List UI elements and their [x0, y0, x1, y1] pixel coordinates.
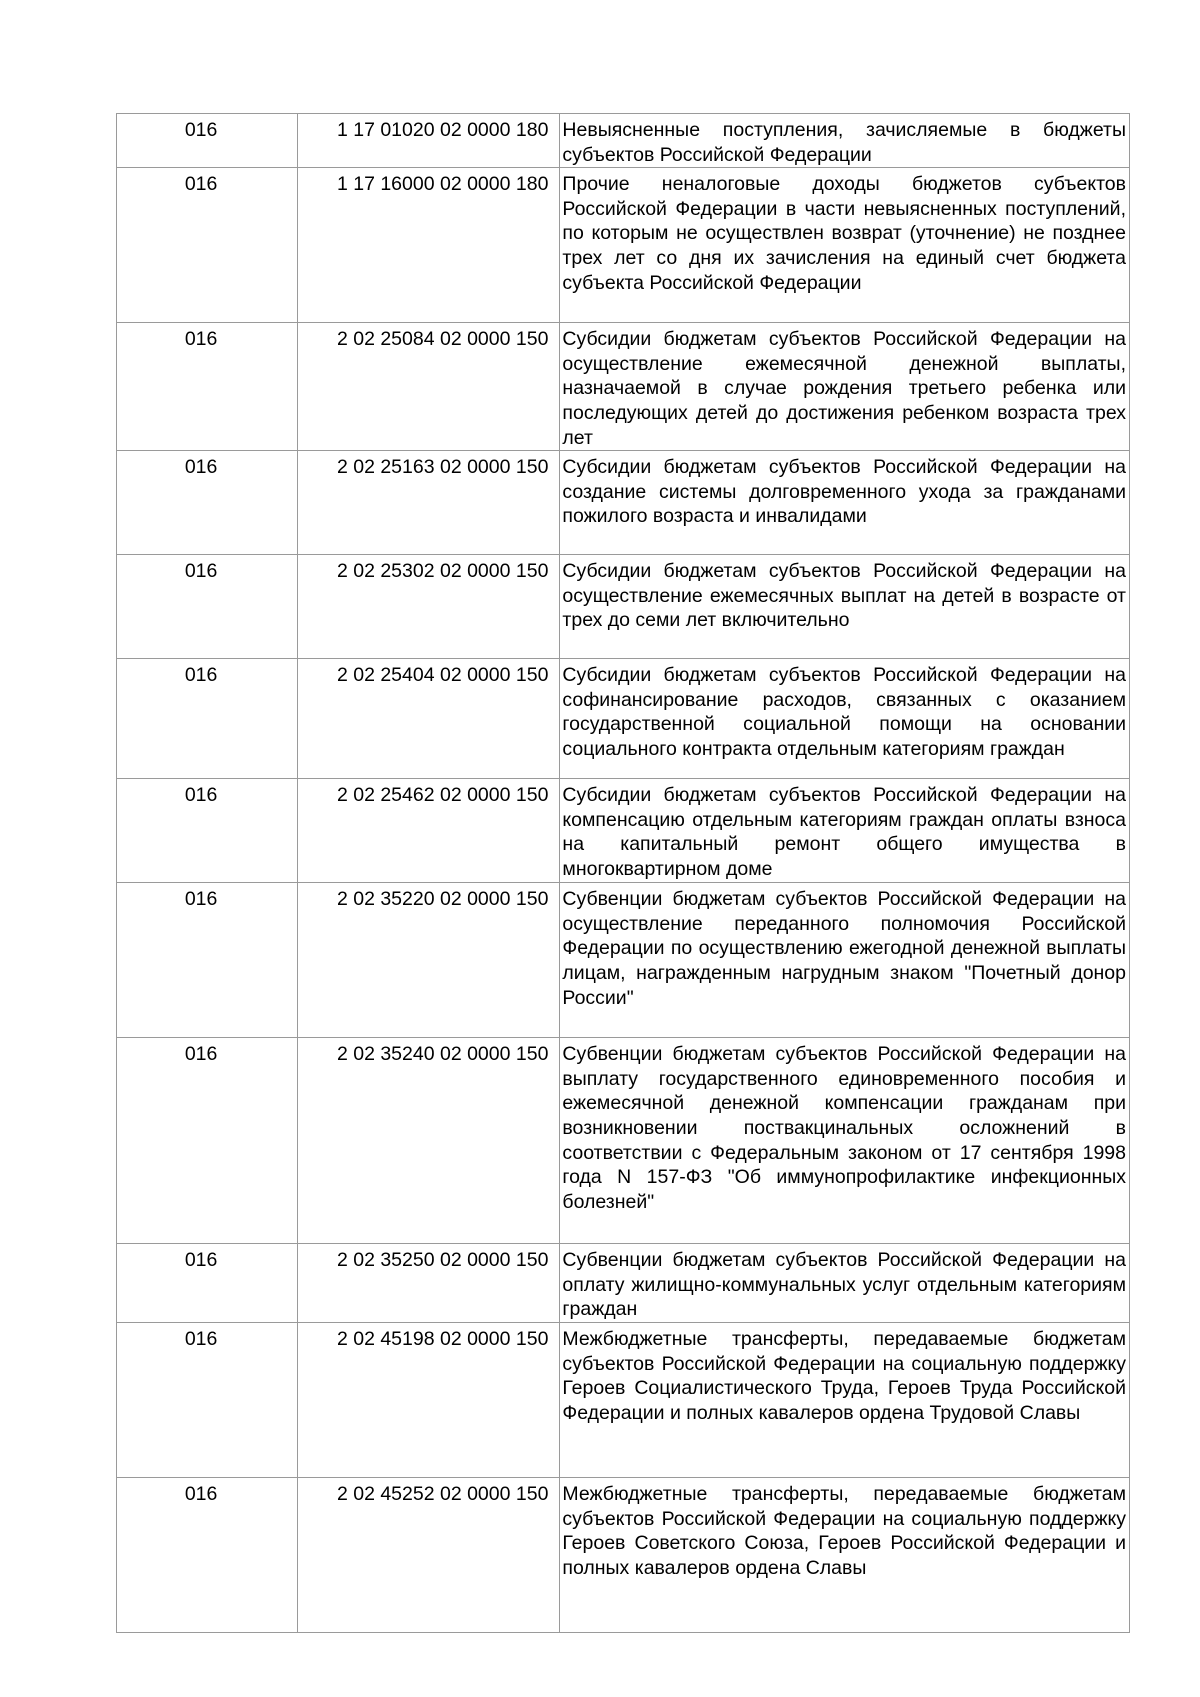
budget-classification-code-cell: 2 02 25462 02 0000 150 [298, 779, 560, 883]
revenue-name-cell: Субсидии бюджетам субъектов Российской Федерации на компенсацию отдельным категориям граждан оплаты взноса на капитальный ремонт общего имущества в многоквартирном доме [560, 779, 1130, 883]
budget-classification-code-cell: 2 02 25404 02 0000 150 [298, 659, 560, 779]
budget-codes-table [116, 113, 1130, 1633]
table-row [117, 1038, 1130, 1244]
revenue-name-cell: Субсидии бюджетам субъектов Российской Федерации на осуществление ежемесячной денежной выплаты, назначаемой в случае рождения третьего ребенка или последующих детей до достижения ребенком возраста трех лет [560, 323, 1130, 451]
revenue-name-cell: Прочие неналоговые доходы бюджетов субъектов Российской Федерации в части невыясненных поступлений, по которым не осуществлен возврат (уточнение) не позднее трех лет со дня их зачисления на единый счет бюджета субъекта Российской Федерации [560, 168, 1130, 323]
revenue-name-cell: Субвенции бюджетам субъектов Российской Федерации на осуществление переданного полномочия Российской Федерации по осуществлению ежегодной денежной выплаты лицам, награжденным нагрудным знаком "Почетный донор России" [560, 883, 1130, 1038]
admin-code-cell: 016 [117, 1038, 298, 1244]
budget-classification-code-cell: 2 02 45198 02 0000 150 [298, 1322, 560, 1477]
admin-code-cell: 016 [117, 659, 298, 779]
admin-code-cell: 016 [117, 555, 298, 659]
revenue-name-cell: Межбюджетные трансферты, передаваемые бюджетам субъектов Российской Федерации на социальную поддержку Героев Социалистического Труда, Героев Труда Российской Федерации и полных кавалеров ордена Трудовой Славы [560, 1322, 1130, 1477]
table-row [117, 114, 1130, 168]
table-row [117, 1322, 1130, 1477]
admin-code-cell: 016 [117, 168, 298, 323]
revenue-name-cell: Субвенции бюджетам субъектов Российской Федерации на оплату жилищно-коммунальных услуг отдельным категориям граждан [560, 1244, 1130, 1323]
budget-classification-code-cell: 2 02 25302 02 0000 150 [298, 555, 560, 659]
table-row [117, 451, 1130, 555]
table-row [117, 1477, 1130, 1632]
budget-classification-code-cell: 1 17 16000 02 0000 180 [298, 168, 560, 323]
table-row [117, 779, 1130, 883]
admin-code-cell: 016 [117, 114, 298, 168]
table-row [117, 883, 1130, 1038]
revenue-name-cell: Субсидии бюджетам субъектов Российской Федерации на создание системы долговременного ухода за гражданами пожилого возраста и инвалидами [560, 451, 1130, 555]
admin-code-cell: 016 [117, 1322, 298, 1477]
revenue-name-cell: Субсидии бюджетам субъектов Российской Федерации на осуществление ежемесячных выплат на детей в возрасте от трех до семи лет включительно [560, 555, 1130, 659]
revenue-name-cell: Субвенции бюджетам субъектов Российской Федерации на выплату государственного единовременного пособия и ежемесячной денежной компенсации гражданам при возникновении поствакцинальных осложнений в соответствии с Федеральным законом от 17 сентября 1998 года N 157-ФЗ "Об иммунопрофилактике инфекционных болезней" [560, 1038, 1130, 1244]
table-row [117, 555, 1130, 659]
table-row [117, 1244, 1130, 1323]
table-row [117, 323, 1130, 451]
revenue-name-cell: Межбюджетные трансферты, передаваемые бюджетам субъектов Российской Федерации на социальную поддержку Героев Советского Союза, Героев Российской Федерации и полных кавалеров ордена Славы [560, 1477, 1130, 1632]
admin-code-cell: 016 [117, 1477, 298, 1632]
budget-classification-code-cell: 2 02 25084 02 0000 150 [298, 323, 560, 451]
admin-code-cell: 016 [117, 1244, 298, 1323]
admin-code-cell: 016 [117, 779, 298, 883]
admin-code-cell: 016 [117, 323, 298, 451]
table-row [117, 659, 1130, 779]
budget-classification-code-cell: 2 02 35240 02 0000 150 [298, 1038, 560, 1244]
budget-classification-code-cell: 2 02 35220 02 0000 150 [298, 883, 560, 1038]
table-row [117, 168, 1130, 323]
revenue-name-cell: Субсидии бюджетам субъектов Российской Федерации на софинансирование расходов, связанных с оказанием государственной социальной помощи на основании социального контракта отдельным категориям граждан [560, 659, 1130, 779]
admin-code-cell: 016 [117, 883, 298, 1038]
budget-classification-code-cell: 2 02 35250 02 0000 150 [298, 1244, 560, 1323]
budget-classification-code-cell: 1 17 01020 02 0000 180 [298, 114, 560, 168]
revenue-name-cell: Невыясненные поступления, зачисляемые в бюджеты субъектов Российской Федерации [560, 114, 1130, 168]
budget-classification-code-cell: 2 02 25163 02 0000 150 [298, 451, 560, 555]
budget-classification-code-cell: 2 02 45252 02 0000 150 [298, 1477, 560, 1632]
admin-code-cell: 016 [117, 451, 298, 555]
